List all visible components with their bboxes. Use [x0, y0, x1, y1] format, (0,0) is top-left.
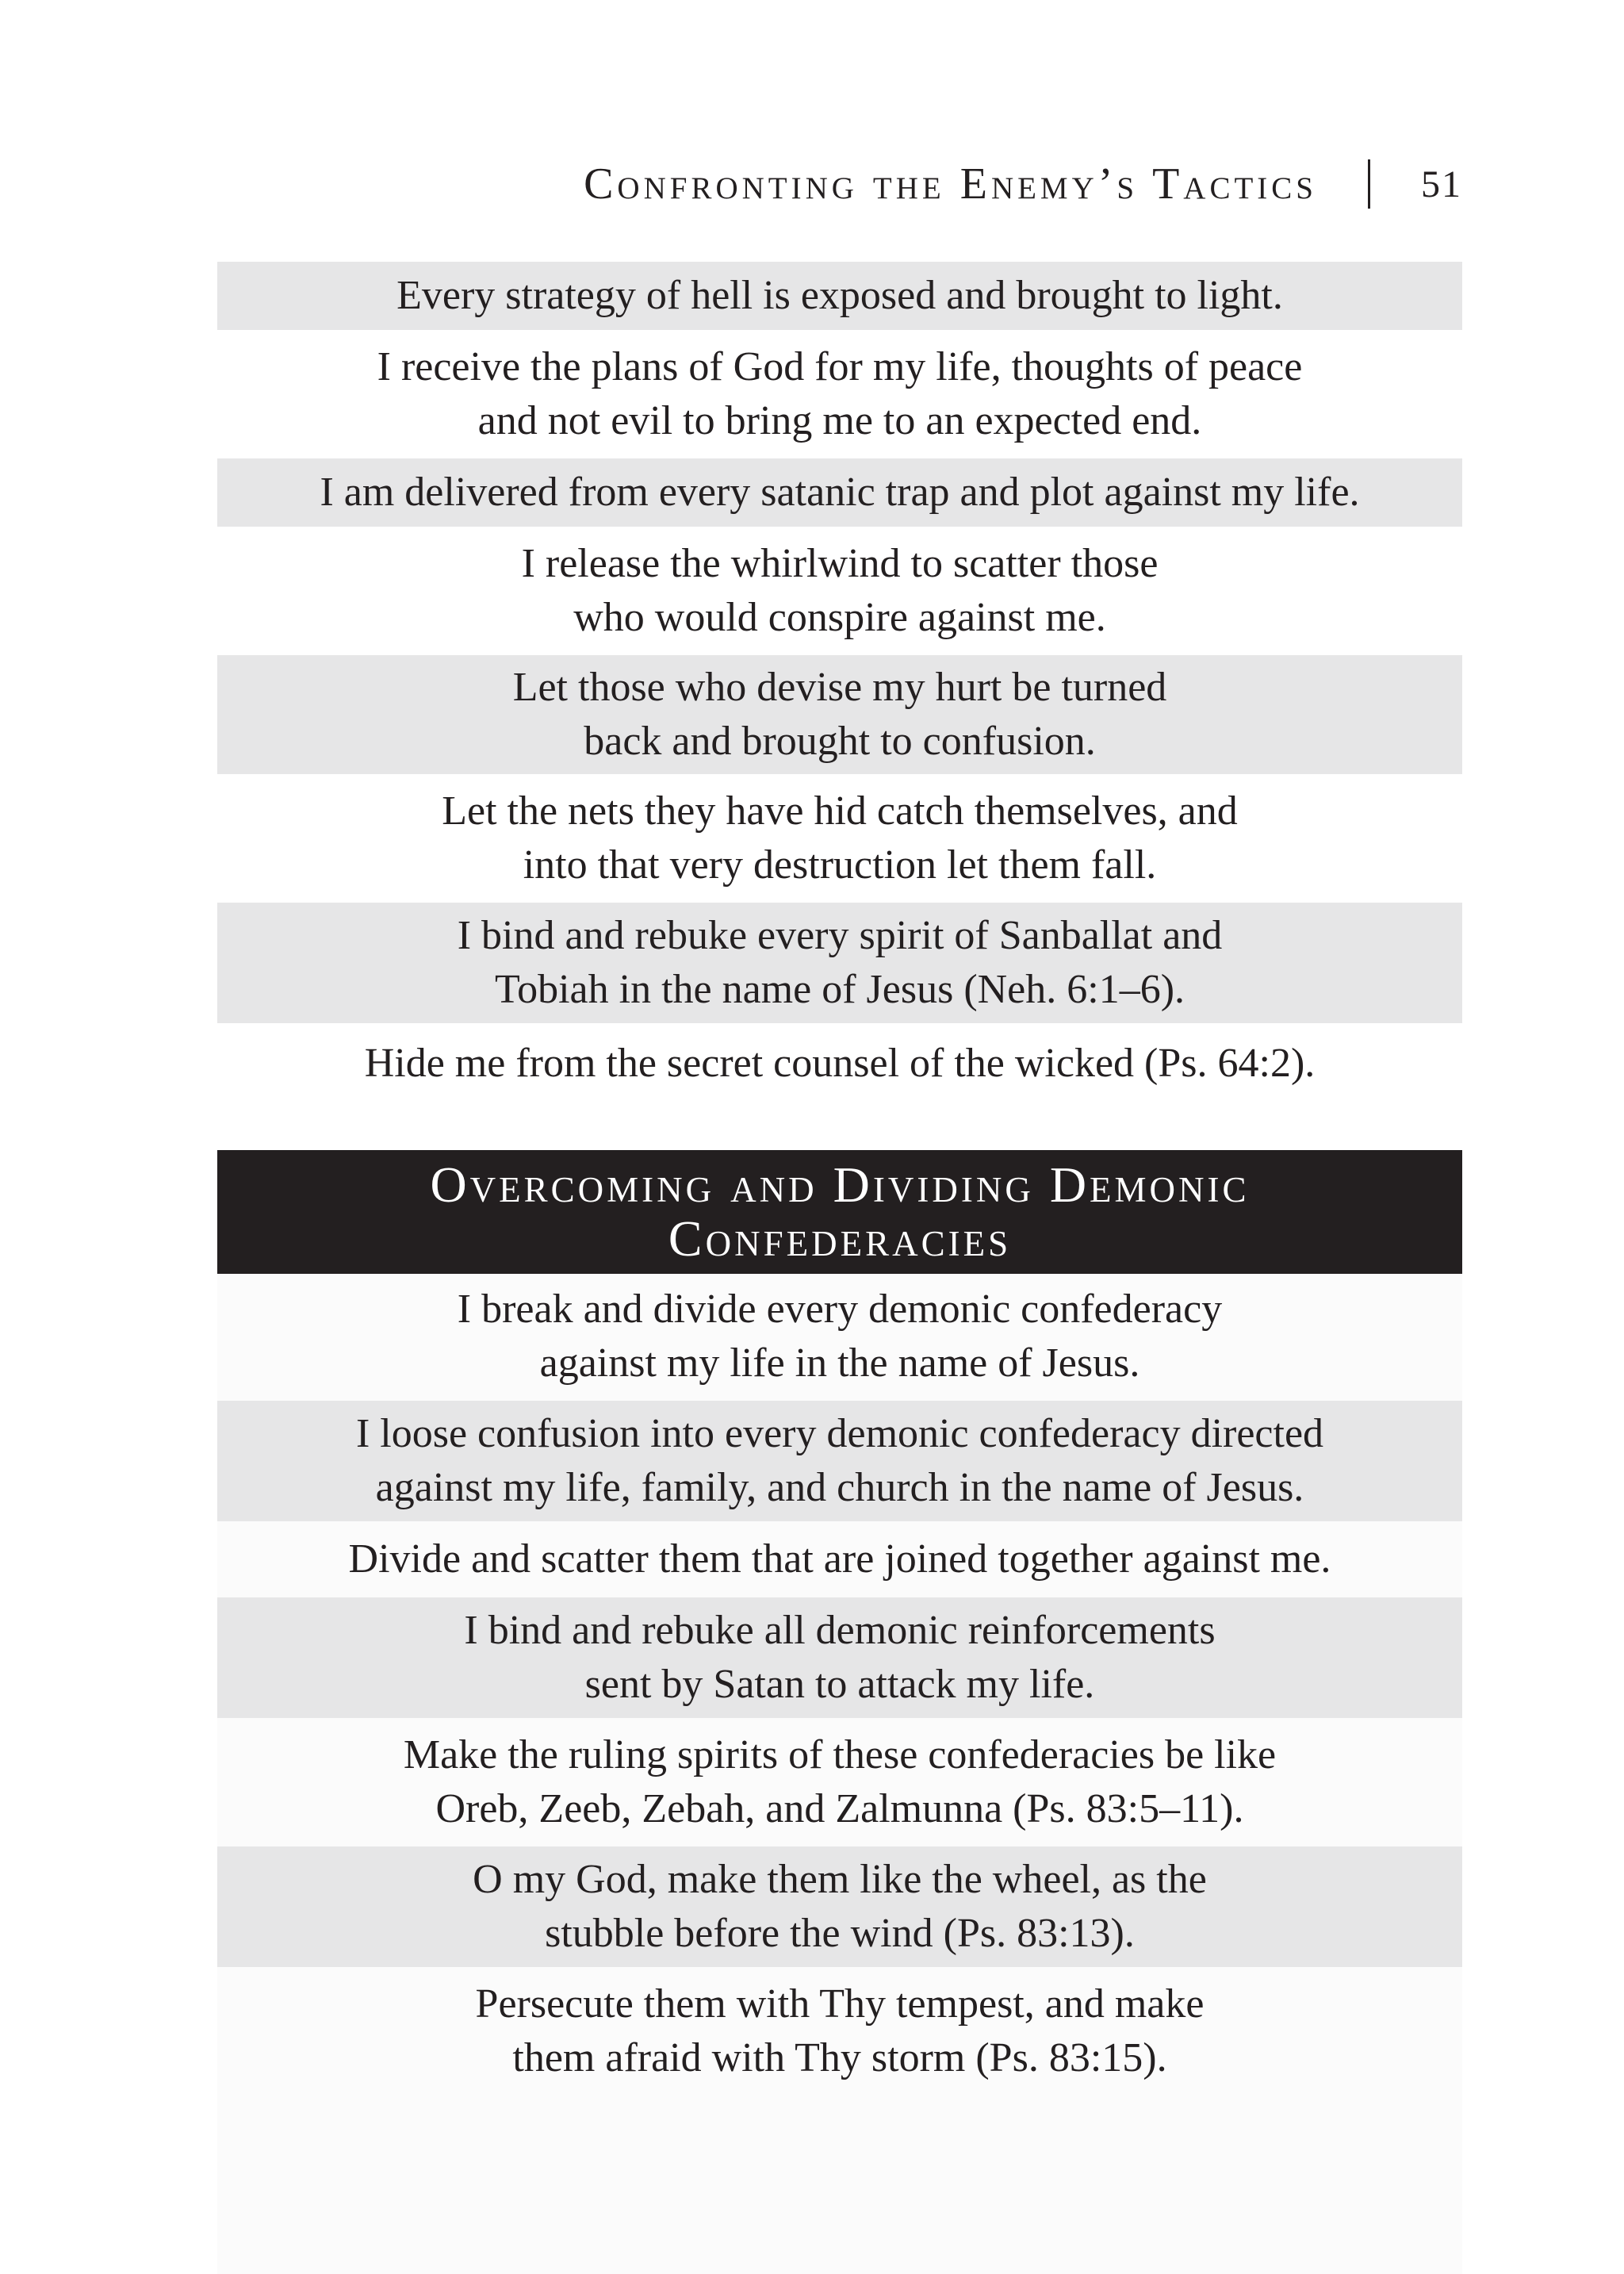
- running-head: [584, 152, 1462, 216]
- declaration-row: Make the ruling spirits of these confederacies be like Oreb, Zeeb, Zebah, and Zalmunna (Ps. 83:5–11).: [403, 1732, 1277, 1831]
- declaration-row: Persecute them with Thy tempest, and make them afraid with Thy storm (Ps. 83:15).: [475, 1981, 1205, 2080]
- page-number: 51: [1421, 163, 1462, 205]
- section-heading: [217, 1150, 1462, 1274]
- header-divider: [1368, 159, 1370, 209]
- declaration-row: I loose confusion into every demonic confederacy directed against my life, family, and church in the name of Jesus.: [217, 1401, 1462, 1521]
- declaration-row: Let the nets they have hid catch themselves, and into that very destruction let them fall.: [442, 788, 1238, 888]
- declaration-row: I release the whirlwind to scatter those who would conspire against me.: [521, 541, 1159, 640]
- section-heading-line-2: Confederacies: [668, 1210, 1012, 1267]
- declaration-row: I bind and rebuke all demonic reinforcements sent by Satan to attack my life.: [217, 1597, 1462, 1718]
- section-heading-line-1: Overcoming and Dividing Demonic: [430, 1156, 1250, 1213]
- declaration-row: Let those who devise my hurt be turned back and brought to confusion.: [217, 655, 1462, 774]
- declarations-list-2: [217, 1279, 1462, 2089]
- declaration-row: I receive the plans of God for my life, thoughts of peace and not evil to bring me to an expected end.: [377, 344, 1303, 443]
- declaration-row: Hide me from the secret counsel of the wicked (Ps. 64:2).: [364, 1041, 1316, 1086]
- declaration-row: Every strategy of hell is exposed and brought to light.: [217, 262, 1462, 330]
- declaration-row: I bind and rebuke every spirit of Sanballat and Tobiah in the name of Jesus (Neh. 6:1–6).: [217, 903, 1462, 1023]
- declaration-row: O my God, make them like the wheel, as the stubble before the wind (Ps. 83:13).: [217, 1846, 1462, 1967]
- declaration-row: I break and divide every demonic confederacy against my life in the name of Jesus.: [457, 1287, 1223, 1386]
- declaration-row: I am delivered from every satanic trap and plot against my life.: [217, 458, 1462, 527]
- declaration-row: Divide and scatter them that are joined together against me.: [348, 1536, 1331, 1582]
- chapter-title: Confronting the Enemy’s Tactics: [584, 159, 1317, 209]
- declarations-list-1: [217, 262, 1462, 1098]
